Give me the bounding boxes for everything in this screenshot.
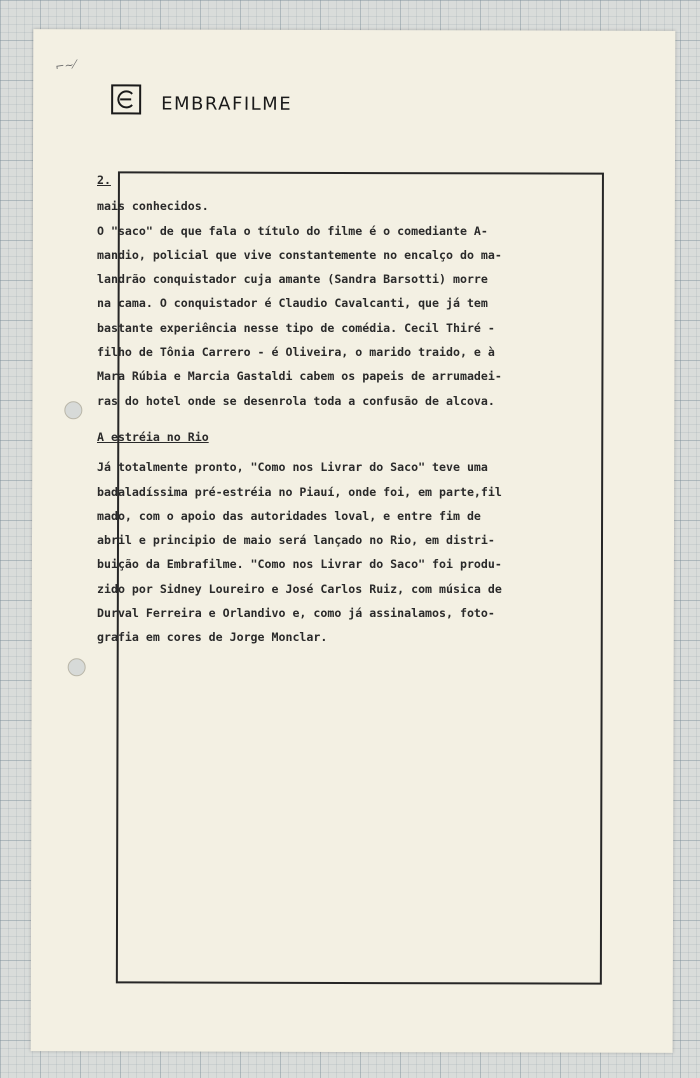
text-line: Durval Ferreira e Orlandivo e, como já assinalamos, foto-	[97, 606, 495, 621]
text-line: abril e principio de maio será lançado no Rio, em distri-	[97, 533, 495, 548]
text-line: grafia em cores de Jorge Monclar.	[97, 630, 328, 645]
text-line: mado, com o apoio das autoridades loval, e entre fim de	[97, 508, 481, 523]
handwritten-mark: ⌐∼⁄	[54, 57, 77, 74]
text-line: badaladíssima pré-estréia no Piauí, onde foi, em parte,fil	[97, 484, 502, 499]
text-line: Já totalmente pronto, "Como nos Livrar do Saco" teve uma	[97, 460, 488, 475]
text-line: mandio, policial que vive constantemente no encalço do ma-	[97, 247, 502, 262]
text-line: bastante experiência nesse tipo de comédia. Cecil Thiré -	[97, 320, 495, 335]
text-line: mais conhecidos.	[97, 199, 209, 214]
text-line: zido por Sidney Loureiro e José Carlos Ruiz, com música de	[97, 581, 502, 596]
text-line: na cama. O conquistador é Claudio Cavalcanti, que já tem	[97, 296, 488, 311]
embrafilme-e-logo-icon	[111, 84, 141, 114]
punch-hole	[64, 401, 82, 419]
paragraph-2	[97, 455, 577, 649]
text-line: buição da Embrafilme. "Como nos Livrar do Saco" foi produ-	[97, 557, 502, 572]
text-line: ras do hotel onde se desenrola toda a confusão de alcova.	[97, 393, 495, 408]
paragraph-1	[97, 194, 577, 413]
page-number: 2.	[97, 173, 111, 187]
text-line: landrão conquistador cuja amante (Sandra Barsotti) morre	[97, 272, 488, 287]
punch-hole	[68, 658, 86, 676]
typewritten-body	[97, 168, 577, 650]
text-line: O "saco" de que fala o título do filme é o comediante A-	[97, 223, 488, 238]
section-heading: A estréia no Rio	[97, 429, 209, 444]
letterhead	[111, 84, 292, 114]
text-line: filho de Tônia Carrero - é Oliveira, o marido traido, e à	[97, 345, 495, 360]
text-line: Mara Rúbia e Marcia Gastaldi cabem os papeis de arrumadei-	[97, 369, 502, 384]
brand-name: EMBRAFILME	[161, 92, 293, 115]
